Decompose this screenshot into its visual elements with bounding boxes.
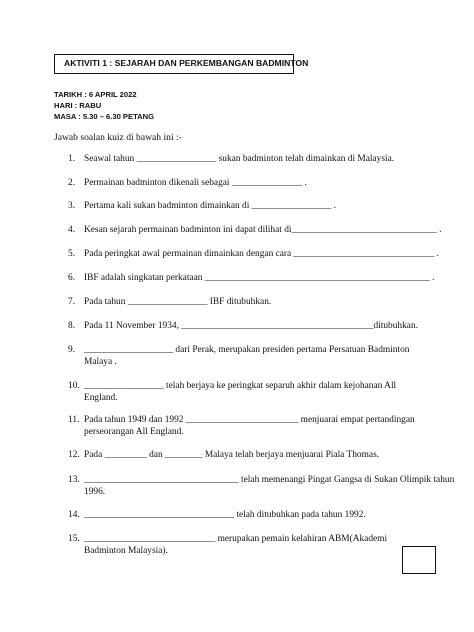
instructions: Jawab soalan kuiz di bawah ini :- [54,132,182,143]
question-text: Pada tahun 1949 dan 1992 ________________________ menjuarai empat pertandingan [84,415,415,425]
question-number: 4. [68,225,76,235]
question-number: 7. [68,297,76,307]
question-number: 9. [68,345,76,355]
time-label: MASA : 5.30 – 6.30 PETANG [54,112,155,121]
question-text: _________________________________ telah memenangi Pingat Gangsa di Sukan Olimpik tahun [84,475,455,485]
question-number: 15. [68,534,80,544]
question-number: 13. [68,475,80,485]
question-number: 6. [68,273,76,283]
question-text-continued: 1996. [84,487,106,497]
question-text: ____________________________ merupakan pemain kelahiran ABM(Akademi [84,534,388,544]
question-text: Pada peringkat awal permainan dimainkan dengan cara ______________________________ . [84,249,439,259]
question-number: 3. [68,201,76,211]
question-number: 10. [68,381,80,391]
question-number: 11. [68,415,80,425]
activity-title: AKTIVITI 1 : SEJARAH DAN PERKEMBANGAN BADMINTON [54,54,294,74]
question-number: 14. [68,510,80,520]
question-text-continued: England. [84,393,118,403]
question-text: Kesan sejarah permainan badminton ini dapat dilihat di_______________________________ . [84,225,442,235]
question-text: ___________________ dari Perak, merupakan presiden pertama Persatuan Badminton [84,345,410,355]
question-text: _________________ telah berjaya ke peringkat separuh akhir dalam kejohanan All [84,381,397,391]
date-label: TARIKH : 6 APRIL 2022 [54,90,137,99]
question-number: 5. [68,249,76,259]
question-text: Permainan badminton dikenali sebagai _______________ . [84,178,307,188]
question-text-continued: Badminton Malaysia). [84,546,168,556]
question-text: Pada _________ dan ________ Malaya telah berjaya menjuarai Piala Thomas. [84,450,380,460]
question-text: IBF adalah singkatan perkataan ________________________________________________ . [84,273,435,283]
question-text: Pertama kali sukan badminton dimainkan di _________________ . [84,201,337,211]
question-number: 2. [68,178,76,188]
question-number: 1. [68,154,76,164]
question-text: ________________________________ telah ditubuhkan pada tahun 1992. [84,510,366,520]
day-label: HARI : RABU [54,101,102,110]
question-text: Seawal tahun _________________ sukan badminton telah dimainkan di Malaysia. [84,154,395,164]
question-number: 8. [68,321,76,331]
question-text-continued: perseorangan All England. [84,427,184,437]
question-text-continued: Malaya . [84,357,117,367]
score-box [402,546,436,574]
question-number: 12. [68,450,80,460]
question-text: Pada 11 November 1934, _________________________________________ditubuhkan. [84,321,419,331]
question-text: Pada tahun _________________ IBF ditubuhkan. [84,297,272,307]
